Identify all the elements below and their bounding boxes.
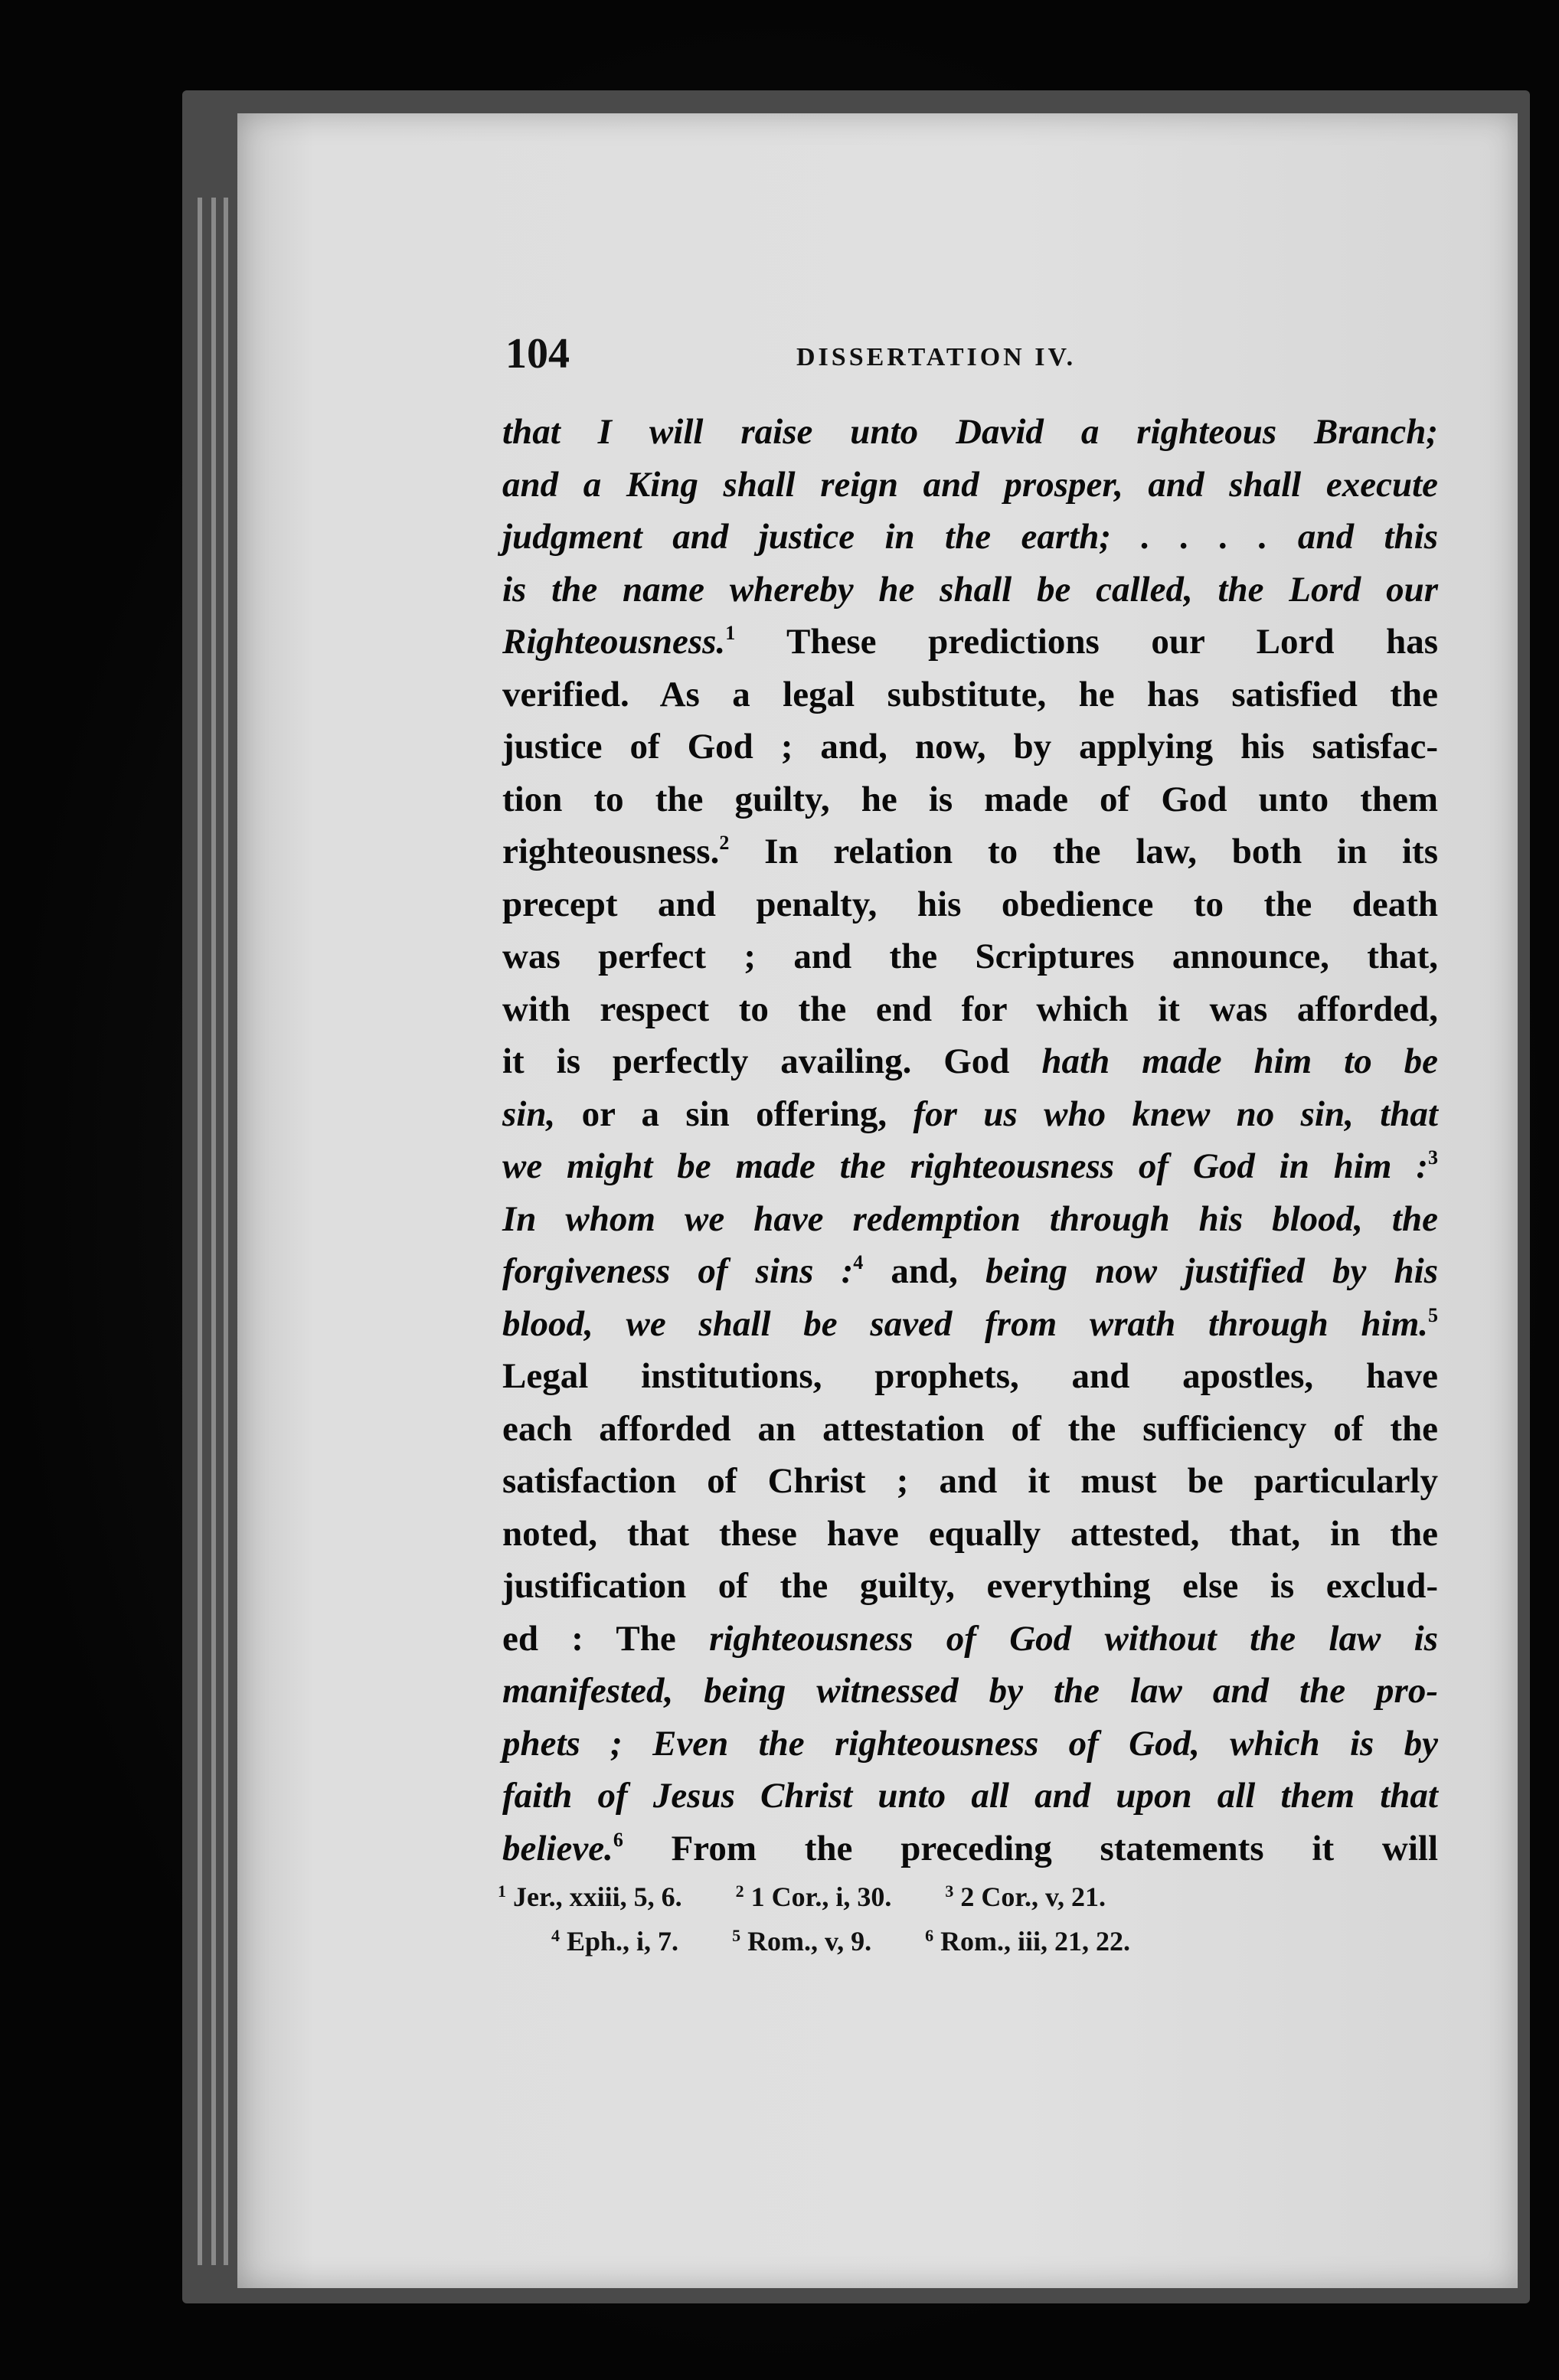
footnote-marker: 1 (725, 622, 736, 644)
footnote (498, 1875, 682, 1919)
footnote-text: Rom., v, 9. (740, 1926, 872, 1957)
italic-text: righteousness of God without the law is (709, 1618, 1438, 1659)
text-line (502, 983, 1438, 1036)
text-line (502, 1140, 1438, 1193)
roman-text: From the preceding statements it will (623, 1828, 1438, 1868)
italic-text: believe. (502, 1828, 613, 1868)
footnote-text: Eph., i, 7. (560, 1926, 679, 1957)
running-head (505, 329, 1447, 391)
footnote-marker: 4 (853, 1251, 864, 1273)
text-line (502, 564, 1438, 616)
text-line (502, 511, 1438, 564)
footnote-text: 2 Cor., v, 21. (953, 1881, 1106, 1912)
footnote-number: 2 (735, 1881, 744, 1901)
text-line (502, 669, 1438, 721)
italic-text: hath made him to be (1041, 1041, 1438, 1081)
section-title: DISSERTATION IV. (796, 343, 1077, 371)
text-line (502, 1403, 1438, 1456)
roman-text: satisfaction of Christ ; and it must be particularly (502, 1461, 1438, 1501)
roman-text: verified. As a legal substitute, he has satisfied the (502, 674, 1438, 714)
text-line (502, 1455, 1438, 1508)
italic-text: being now justified by his (985, 1251, 1438, 1291)
page-edge-line (198, 198, 202, 2265)
text-line (502, 930, 1438, 983)
text-line (502, 1245, 1438, 1298)
text-line (502, 459, 1438, 512)
text-line (502, 1560, 1438, 1613)
footnote-text: 1 Cor., i, 30. (744, 1881, 892, 1912)
footnote-number: 1 (498, 1881, 506, 1901)
footnote-row (498, 1875, 1447, 1919)
text-line (502, 1298, 1438, 1351)
roman-text: righteousness. (502, 832, 720, 871)
text-line (502, 1193, 1438, 1246)
italic-text: judgment and justice in the earth; . . . . and this (502, 517, 1438, 557)
footnote-number: 4 (551, 1926, 560, 1945)
page-edge-line (211, 198, 216, 2265)
italic-text: manifested, being witnessed by the law and the pro- (502, 1671, 1438, 1711)
text-line (502, 721, 1438, 773)
roman-text: Legal institutions, prophets, and apostles, have (502, 1356, 1438, 1396)
page-number: 104 (505, 330, 570, 378)
footnote-text: Jer., xxiii, 5, 6. (506, 1881, 682, 1912)
text-line (502, 1088, 1438, 1141)
italic-text: is the name whereby he shall be called, the Lord our (502, 569, 1438, 610)
footnote (551, 1919, 678, 1963)
italic-text: forgiveness of sins : (502, 1251, 854, 1291)
italic-text: phets ; Even the righteousness of God, which is by (502, 1723, 1438, 1764)
text-line (502, 1508, 1438, 1561)
roman-text: justice of God ; and, now, by applying his satisfac- (502, 727, 1438, 767)
roman-text: precept and penalty, his obedience to the death (502, 884, 1438, 924)
roman-text: noted, that these have equally attested, that, in the (502, 1513, 1438, 1554)
italic-text: and a King shall reign and prosper, and shall execute (502, 464, 1438, 505)
italic-text: we might be made the righteousness of God in him : (502, 1146, 1428, 1186)
footnote (732, 1919, 871, 1963)
text-line (502, 878, 1438, 931)
italic-text: In whom we have redemption through his blood, the (502, 1198, 1438, 1239)
footnote (925, 1919, 1130, 1963)
text-line (502, 773, 1438, 826)
footnote-marker: 6 (613, 1828, 623, 1851)
footnote-marker: 3 (1428, 1146, 1438, 1169)
footnote-row (498, 1919, 1447, 1963)
footnote-number: 5 (732, 1926, 741, 1945)
body-text (502, 406, 1438, 1875)
text-line (502, 1350, 1438, 1403)
roman-text: each afforded an attestation of the sufficiency of the (502, 1408, 1438, 1449)
italic-text: Righteousness. (502, 622, 726, 662)
roman-text: and, (863, 1251, 985, 1291)
text-line (502, 1035, 1438, 1088)
roman-text: These predictions our Lord has (735, 622, 1438, 662)
text-line (502, 1770, 1438, 1823)
roman-text: tion to the guilty, he is made of God unto them (502, 779, 1438, 819)
roman-text: In relation to the law, both in its (729, 832, 1438, 871)
text-line (502, 616, 1438, 669)
roman-text: was perfect ; and the Scriptures announce, that, (502, 937, 1438, 976)
footnotes (498, 1875, 1447, 1963)
footnote-number: 3 (945, 1881, 954, 1901)
text-line (502, 1718, 1438, 1770)
text-line (502, 406, 1438, 459)
text-line (502, 825, 1438, 878)
roman-text: with respect to the end for which it was afforded, (502, 989, 1438, 1029)
footnote (945, 1875, 1106, 1919)
italic-text: for us who knew no sin, that (913, 1094, 1438, 1134)
italic-text: blood, we shall be saved from wrath through him. (502, 1303, 1428, 1344)
italic-text: faith of Jesus Christ unto all and upon all them that (502, 1776, 1438, 1816)
footnote-marker: 5 (1428, 1303, 1438, 1326)
text-line (502, 1665, 1438, 1718)
roman-text: justification of the guilty, everything else is exclud- (502, 1566, 1438, 1606)
roman-text: or a sin offering, (555, 1094, 914, 1134)
roman-text: ed : The (502, 1618, 710, 1659)
text-line (502, 1823, 1438, 1875)
footnote-text: Rom., iii, 21, 22. (933, 1926, 1131, 1957)
text-line (502, 1613, 1438, 1666)
footnote (736, 1875, 892, 1919)
italic-text: that I will raise unto David a righteous Branch; (502, 412, 1438, 452)
footnote-marker: 2 (719, 832, 730, 854)
footnote-number: 6 (925, 1926, 934, 1945)
roman-text: it is perfectly availing. God (502, 1041, 1042, 1081)
page-edge-line (224, 198, 228, 2265)
italic-text: sin, (502, 1094, 556, 1134)
